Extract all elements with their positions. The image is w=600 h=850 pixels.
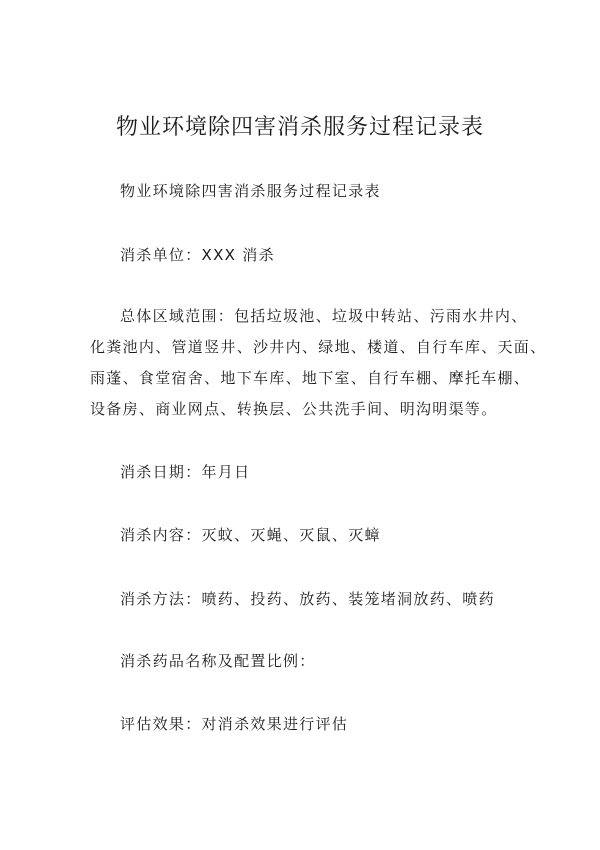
area-scope-paragraph xyxy=(90,301,547,425)
disinfection-date: 消杀日期：年月日 xyxy=(120,463,251,481)
drug-name-ratio: 消杀药品名称及配置比例： xyxy=(120,652,316,670)
evaluation-effect: 评估效果：对消杀效果进行评估 xyxy=(120,715,349,733)
disinfection-unit: 消杀单位：XXX 消杀 xyxy=(120,246,275,264)
area-scope-line: 总体区域范围：包括垃圾池、垃圾中转站、污雨水井内、 xyxy=(120,307,528,325)
disinfection-method: 消杀方法：喷药、投药、放药、装笼堵洞放药、喷药 xyxy=(120,590,495,608)
document-subtitle: 物业环境除四害消杀服务过程记录表 xyxy=(120,182,381,200)
area-scope-line: 雨蓬、食堂宿舍、地下车库、地下室、自行车棚、摩托车棚、 xyxy=(90,369,531,387)
document-title: 物业环境除四害消杀服务过程记录表 xyxy=(115,115,484,140)
area-scope-line: 设备房、商业网点、转换层、公共洗手间、明沟明渠等。 xyxy=(90,400,498,418)
area-scope-line: 化粪池内、管道竖井、沙井内、绿地、楼道、自行车库、天面、 xyxy=(90,338,547,356)
disinfection-content: 消杀内容：灭蚊、灭蝇、灭鼠、灭蟑 xyxy=(120,526,381,544)
